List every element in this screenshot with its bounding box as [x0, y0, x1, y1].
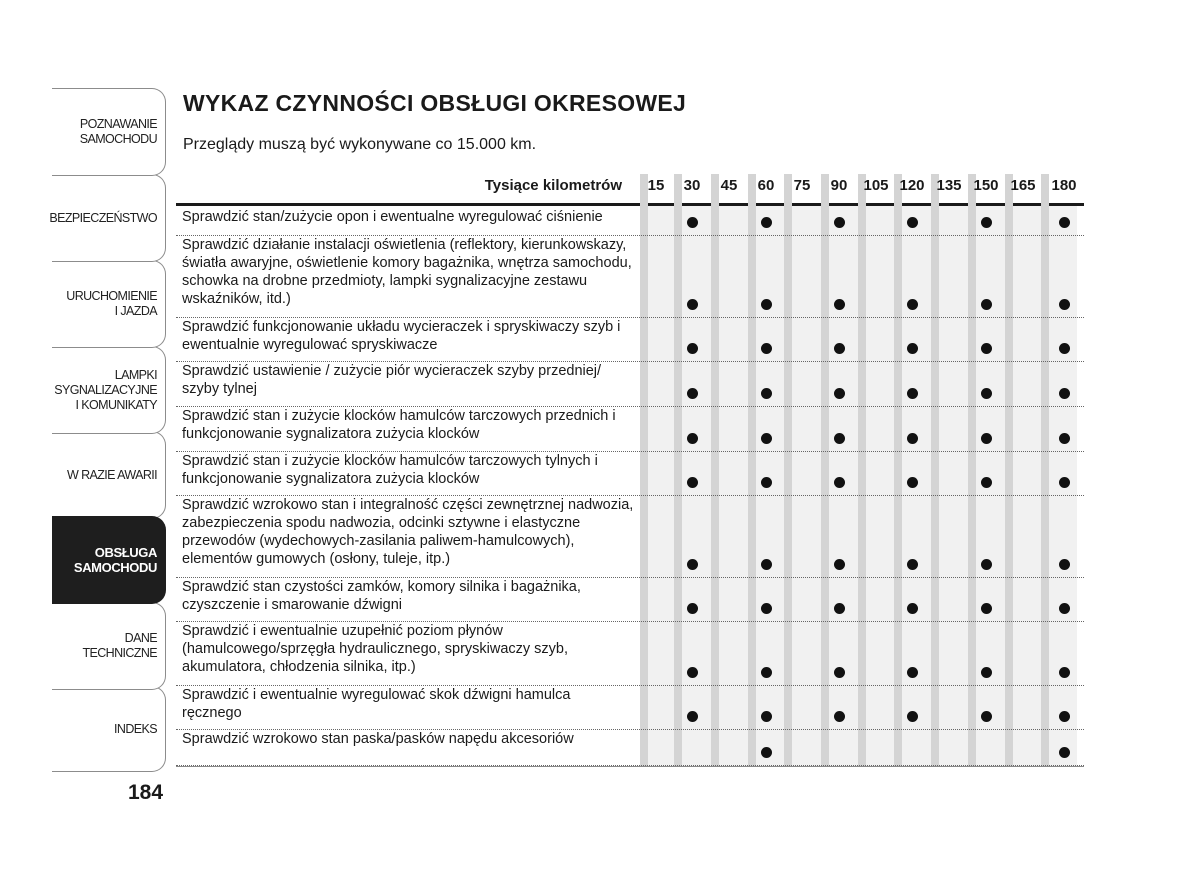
service-mark-km-180 — [1059, 711, 1070, 722]
service-mark-km-90 — [834, 603, 845, 614]
tab-7[interactable] — [52, 602, 166, 690]
km-header-105: 105 — [863, 177, 889, 194]
service-mark-km-150 — [981, 217, 992, 228]
service-mark-km-60 — [761, 299, 772, 310]
km-header-120: 120 — [899, 177, 925, 194]
row-description: Sprawdzić i ewentualnie uzupełnić poziom płynów (hamulcowego/sprzęgła hydraulicznego, spryskiwaczy szyb, akumulatora, chłodzenia silnika, itp.) — [182, 623, 569, 675]
service-mark-km-120 — [907, 603, 918, 614]
service-mark-km-30 — [687, 217, 698, 228]
service-mark-km-90 — [834, 559, 845, 570]
service-mark-km-150 — [981, 667, 992, 678]
row-description: Sprawdzić i ewentualnie wyregulować skok dźwigni hamulca ręcznego — [182, 687, 571, 721]
service-mark-km-180 — [1059, 299, 1070, 310]
row-description: Sprawdzić stan czystości zamków, komory silnika i bagażnika, czyszczenie i smarowanie dźwigni — [182, 579, 581, 613]
service-mark-km-90 — [834, 711, 845, 722]
table-bottom-rule — [176, 766, 1084, 767]
row-description: Sprawdzić funkcjonowanie układu wycieraczek i spryskiwaczy szyb i ewentualnie wyregulować spryskiwacze — [182, 319, 621, 353]
table-row — [176, 622, 1084, 686]
row-description: Sprawdzić stan/zużycie opon i ewentualne wyregulować ciśnienie — [182, 209, 603, 225]
service-mark-km-60 — [761, 747, 772, 758]
service-mark-km-120 — [907, 559, 918, 570]
service-mark-km-60 — [761, 711, 772, 722]
service-mark-km-30 — [687, 559, 698, 570]
km-header-75: 75 — [793, 177, 811, 194]
km-header-90: 90 — [830, 177, 848, 194]
service-mark-km-180 — [1059, 388, 1070, 399]
tab-4[interactable] — [52, 346, 166, 434]
service-mark-km-150 — [981, 603, 992, 614]
km-header-60: 60 — [757, 177, 775, 194]
service-mark-km-180 — [1059, 343, 1070, 354]
service-mark-km-120 — [907, 388, 918, 399]
service-mark-km-180 — [1059, 667, 1070, 678]
tab-label: OBSŁUGA SAMOCHODU — [73, 545, 157, 575]
tab-label: POZNAWANIE SAMOCHODU — [79, 117, 157, 146]
row-description: Sprawdzić ustawienie / zużycie piór wycieraczek szyby przedniej/ szyby tylnej — [182, 363, 602, 397]
service-mark-km-30 — [687, 388, 698, 399]
maintenance-table — [176, 174, 1084, 768]
tab-label: INDEKS — [114, 721, 157, 736]
section-tabs — [49, 88, 166, 772]
page-subtitle: Przeglądy muszą być wykonywane co 15.000 km. — [183, 136, 537, 153]
tab-8[interactable] — [52, 686, 166, 772]
service-mark-km-30 — [687, 477, 698, 488]
service-mark-km-60 — [761, 433, 772, 444]
service-mark-km-60 — [761, 388, 772, 399]
service-mark-km-120 — [907, 667, 918, 678]
service-mark-km-30 — [687, 343, 698, 354]
page-title: WYKAZ CZYNNOŚCI OBSŁUGI OKRESOWEJ — [183, 90, 687, 116]
tab-label: DANE TECHNICZNE — [82, 631, 157, 660]
service-mark-km-90 — [834, 477, 845, 488]
tab-label: W RAZIE AWARII — [67, 467, 157, 482]
service-mark-km-60 — [761, 477, 772, 488]
row-divider — [176, 765, 1084, 766]
tab-2[interactable] — [49, 174, 166, 262]
service-mark-km-180 — [1059, 603, 1070, 614]
service-mark-km-150 — [981, 477, 992, 488]
row-description: Sprawdzić stan i zużycie klocków hamulców tarczowych przednich i funkcjonowanie sygnalizatora zużycia klocków — [182, 408, 616, 442]
service-mark-km-180 — [1059, 477, 1070, 488]
tab-label: URUCHOMIENIE I JAZDA — [66, 289, 157, 318]
km-header-label: Tysiące kilometrów — [484, 177, 622, 194]
service-mark-km-30 — [687, 603, 698, 614]
row-description: Sprawdzić działanie instalacji oświetlenia (reflektory, kierunkowskazy, światła awaryjne, oświetlenie komory bagażnika, wnętrza samochodu, schowka na drobne przedmioty, lampki sygnalizacyjne zestawu wskaźników, itd.) — [182, 237, 632, 307]
tab-label: LAMPKI SYGNALIZACYJNE I KOMUNIKATY — [54, 367, 157, 412]
tab-1[interactable] — [52, 88, 166, 176]
service-mark-km-120 — [907, 711, 918, 722]
service-mark-km-180 — [1059, 217, 1070, 228]
service-mark-km-30 — [687, 433, 698, 444]
service-mark-km-150 — [981, 299, 992, 310]
km-header-165: 165 — [1010, 177, 1036, 194]
service-mark-km-60 — [761, 603, 772, 614]
table-row — [176, 362, 1084, 407]
service-mark-km-180 — [1059, 433, 1070, 444]
service-mark-km-120 — [907, 217, 918, 228]
km-header-15: 15 — [647, 177, 665, 194]
table-row — [176, 452, 1084, 496]
tab-6[interactable] — [52, 516, 166, 604]
table-row — [176, 578, 1084, 622]
service-mark-km-90 — [834, 667, 845, 678]
service-mark-km-30 — [687, 299, 698, 310]
table-row — [176, 407, 1084, 452]
row-description: Sprawdzić wzrokowo stan i integralność części zewnętrznej nadwozia, zabezpieczenia spodu nadwozia, odcinki sztywne i elastyczne przewodów (wydechowych-zasilania paliwem-hamulcowych), elementów gumowych (osłony, tuleje, itp.) — [182, 497, 634, 567]
service-mark-km-60 — [761, 559, 772, 570]
service-mark-km-90 — [834, 299, 845, 310]
service-mark-km-150 — [981, 711, 992, 722]
tab-3[interactable] — [52, 260, 166, 348]
service-mark-km-120 — [907, 477, 918, 488]
page-number: 184 — [128, 781, 164, 804]
km-header-180: 180 — [1051, 177, 1077, 194]
service-mark-km-120 — [907, 343, 918, 354]
km-header-45: 45 — [720, 177, 738, 194]
service-mark-km-150 — [981, 559, 992, 570]
table-row — [176, 730, 1084, 766]
service-mark-km-30 — [687, 711, 698, 722]
km-header-150: 150 — [973, 177, 999, 194]
service-mark-km-120 — [907, 433, 918, 444]
km-header-30: 30 — [683, 177, 701, 194]
service-mark-km-90 — [834, 388, 845, 399]
service-mark-km-90 — [834, 433, 845, 444]
table-row — [176, 318, 1084, 362]
tab-label: BEZPIECZEŃSTWO — [49, 210, 157, 225]
service-mark-km-60 — [761, 343, 772, 354]
service-mark-km-150 — [981, 343, 992, 354]
service-mark-km-180 — [1059, 747, 1070, 758]
service-mark-km-60 — [761, 217, 772, 228]
service-mark-km-90 — [834, 343, 845, 354]
km-header-135: 135 — [936, 177, 962, 194]
service-mark-km-30 — [687, 667, 698, 678]
table-row — [176, 208, 1084, 236]
table-row — [176, 236, 1084, 318]
service-mark-km-60 — [761, 667, 772, 678]
tab-5[interactable] — [52, 431, 166, 519]
row-description: Sprawdzić wzrokowo stan paska/pasków napędu akcesoriów — [182, 731, 574, 747]
service-mark-km-150 — [981, 433, 992, 444]
table-row — [176, 496, 1084, 578]
service-mark-km-180 — [1059, 559, 1070, 570]
table-row — [176, 686, 1084, 730]
service-mark-km-150 — [981, 388, 992, 399]
service-mark-km-90 — [834, 217, 845, 228]
row-description: Sprawdzić stan i zużycie klocków hamulców tarczowych tylnych i funkcjonowanie sygnalizatora zużycia klocków — [182, 453, 598, 487]
service-mark-km-120 — [907, 299, 918, 310]
